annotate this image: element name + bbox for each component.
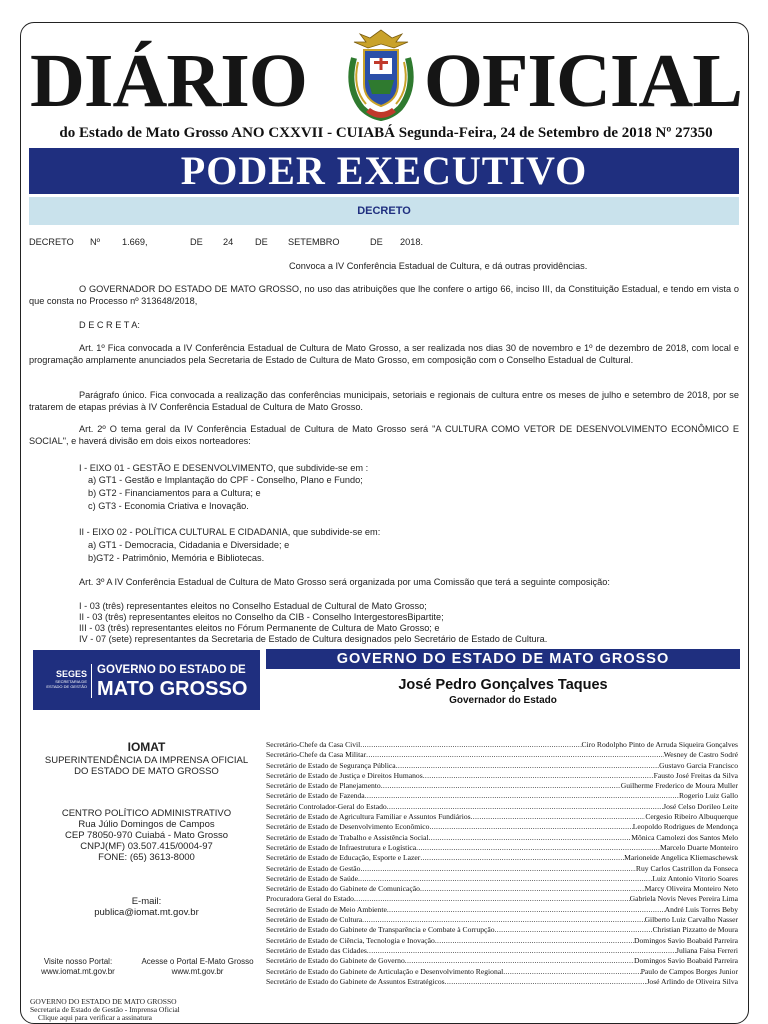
secretary-row <box>266 884 738 894</box>
secretary-name: Rogerio Luiz Gallo <box>678 791 738 801</box>
secretary-name: Fausto José Freitas da Silva <box>653 770 738 780</box>
secretary-role: Secretário de Estado de Segurança Pública <box>266 760 396 770</box>
seges-logo <box>39 670 87 689</box>
section-subtitle: DECRETO <box>29 197 739 225</box>
secretary-row <box>266 894 738 904</box>
secretary-row <box>266 915 738 925</box>
secretary-name: Gabriela Novis Neves Pereira Lima <box>629 894 738 904</box>
iomat-address-line: CENTRO POLÍTICO ADMINISTRATIVO <box>61 808 232 819</box>
article-2-text: Art. 2º O tema geral da IV Conferência Estadual de Cultura de Mato Grosso será "A CULTURA COMO VETOR DE DESENVOLVIMENTO ECONÔMICO E SOCIAL", e haverá divisão em dois eixos norteadores: <box>29 424 739 446</box>
decree-header-word: 2018. <box>400 237 423 247</box>
leader-dots <box>471 812 646 822</box>
secretary-role: Secretário-Chefe da Casa Militar <box>266 750 367 760</box>
leader-dots <box>405 956 634 966</box>
secretary-role: Secretário de Estado do Gabinete de Governo <box>266 956 405 966</box>
iomat-address-line: CEP 78050-970 Cuiabá - Mato Grosso <box>65 830 228 841</box>
eixo-1-item: c) GT3 - Economia Criativa e Inovação. <box>88 501 249 511</box>
leader-dots <box>435 936 634 946</box>
leader-dots <box>495 925 653 935</box>
portal-iomat-link[interactable]: www.iomat.mt.gov.br <box>41 967 115 976</box>
secretary-role: Secretário de Estado de Gestão <box>266 863 361 873</box>
governor-name: José Pedro Gonçalves Taques <box>398 677 608 693</box>
secretary-row <box>266 843 738 853</box>
decree-preamble <box>29 284 739 307</box>
decree-header-word: DE <box>190 237 203 247</box>
secretary-name: José Celso Dorileo Leite <box>663 801 738 811</box>
secretary-role: Secretário de Estado de Agricultura Familiar e Assuntos Fundiários <box>266 812 471 822</box>
leader-dots <box>416 843 660 853</box>
secretary-row <box>266 750 738 760</box>
secretary-role: Secretário de Estado de Cultura <box>266 915 363 925</box>
decree-header-word: 1.669, <box>122 237 148 247</box>
secretary-role: Secretário de Estado do Gabinete de Transparência e Combate à Corrupção <box>266 925 495 935</box>
article-1-text: Art. 1º Fica convocada a IV Conferência Estadual de Cultura de Mato Grosso, a ser realizada nos dias 30 de novembro e 1º de dezembro de 2018, com local e programação amplamente anunciados pela Secretaria de Estado de Cultura de Mato Grosso, em composição com o Conselho Estadual de Cultural. <box>29 343 739 365</box>
leader-dots <box>360 864 635 874</box>
secretary-row <box>266 812 738 822</box>
article-2 <box>29 424 739 447</box>
decree-header-word: DE <box>370 237 383 247</box>
government-bar: GOVERNO DO ESTADO DE MATO GROSSO <box>266 649 740 669</box>
section-title: PODER EXECUTIVO <box>29 148 739 194</box>
secretary-role: Secretário de Estado das Cidades <box>266 945 367 955</box>
leader-dots <box>362 915 644 925</box>
dateline: do Estado de Mato Grosso ANO CXXVII - CUIABÁ Segunda-Feira, 24 de Setembro de 2018 Nº 27350 <box>59 125 713 141</box>
coat-of-arms-icon <box>340 28 422 124</box>
secretary-name: Paulo de Campos Borges Junior <box>640 966 738 976</box>
iomat-address-line: CNPJ(MF) 03.507.415/0004-97 <box>80 841 213 852</box>
secretary-role: Secretário de Estado de Infraestrutura e Logística <box>266 842 417 852</box>
leader-dots <box>387 802 663 812</box>
governor-role: Governador do Estado <box>449 695 557 706</box>
secretary-role: Secretário de Estado de Educação, Esporte e Lazer <box>266 853 421 863</box>
leader-dots <box>367 946 676 956</box>
secretary-name: Marioneide Angelica Kliemaschewsk <box>624 853 738 863</box>
secretary-name: Gustavo Garcia Francisco <box>659 760 738 770</box>
iomat-address-line: FONE: (65) 3613-8000 <box>98 852 195 863</box>
secretary-row <box>266 874 738 884</box>
secretary-role: Secretário de Estado de Ciência, Tecnologia e Inovação <box>266 935 435 945</box>
eixo-1-heading: I - EIXO 01 - GESTÃO E DESENVOLVIMENTO, que subdivide-se em : <box>79 463 369 473</box>
portal-emt-link[interactable]: www.mt.gov.br <box>171 967 224 976</box>
footer-line: GOVERNO DO ESTADO DE MATO GROSSO <box>30 997 177 1006</box>
eixo-2-item: b)GT2 - Patrimônio, Memória e Bibliotecas. <box>88 553 265 563</box>
paragrafo-unico-text: Parágrafo único. Fica convocada a realização das conferências municipais, setoriais e regionais de cultura entre os meses de julho e setembro de 2018, por se tratarem de etapas prévias à IV Conferência Estadual de Cultura de Mato Grosso. <box>29 390 739 412</box>
secretary-name: Luiz Antonio Vitorio Soares <box>652 873 738 883</box>
eixo-2-item: a) GT1 - Democracia, Cidadania e Diversidade; e <box>88 540 290 550</box>
eixo-2-heading: II - EIXO 02 - POLÍTICA CULTURAL E CIDADANIA, que subdivide-se em: <box>79 527 381 537</box>
secretary-role: Secretário de Estado de Desenvolvimento Econômico <box>266 822 430 832</box>
eixo-1-item: a) GT1 - Gestão e Implantação do CPF - Conselho, Plano e Fundo; <box>88 475 363 485</box>
leader-dots <box>381 781 621 791</box>
decree-header-word: SETEMBRO <box>288 237 340 247</box>
leader-dots <box>420 853 624 863</box>
verify-signature-link[interactable]: Clique aqui para verificar a assinatura <box>38 1013 152 1022</box>
secretary-name: Marcy Oliveira Monteiro Neto <box>644 884 738 894</box>
secretary-name: Marcelo Duarte Monteiro <box>659 842 738 852</box>
portal-iomat-label: Visite nosso Portal: <box>43 957 113 966</box>
portal-emt-label: Acesse o Portal E-Mato Grosso <box>141 957 254 966</box>
seges-label: SEGES <box>55 669 87 679</box>
secretary-name: Gilberto Luiz Carvalho Nasser <box>644 915 738 925</box>
email-link[interactable]: publica@iomat.mt.gov.br <box>94 907 199 918</box>
leader-dots <box>396 761 659 771</box>
iomat-name: IOMAT <box>127 740 166 754</box>
leader-dots <box>423 771 654 781</box>
secretary-role: Secretário de Estado do Gabinete de Assuntos Estratégicos <box>266 976 445 986</box>
secretary-role: Secretário Controlador-Geral do Estado <box>266 801 387 811</box>
secretary-name: Guilherme Frederico de Moura Muller <box>620 781 738 791</box>
secretary-name: Mônica Camolezi dos Santos Melo <box>631 832 738 842</box>
leader-dots <box>429 822 632 832</box>
leader-dots <box>503 967 640 977</box>
secretary-row <box>266 925 738 935</box>
secretary-row <box>266 905 738 915</box>
seges-subtitle: SECRETARIA DE <box>55 679 87 684</box>
leader-dots <box>445 977 647 987</box>
leader-dots <box>365 791 679 801</box>
secretary-row <box>266 761 738 771</box>
logo-state-name: MATO GROSSO <box>97 678 248 700</box>
leader-dots <box>429 833 632 843</box>
decree-header-word: DECRETO <box>29 237 74 247</box>
decree-ementa: Convoca a IV Conferência Estadual de Cultura, e dá outras providências. <box>289 261 588 271</box>
secretary-role: Secretário de Estado do Gabinete de Comunicação <box>266 884 420 894</box>
secretary-row <box>266 853 738 863</box>
secretary-name: Domingos Savio Boabaid Parreira <box>634 935 738 945</box>
decree-header-word: Nº <box>90 237 100 247</box>
leader-dots <box>358 874 652 884</box>
email-label: E-mail: <box>131 896 162 907</box>
leader-dots <box>354 894 630 904</box>
eixo-1-item: b) GT2 - Financiamentos para a Cultura; e <box>88 488 261 498</box>
secretary-row <box>266 833 738 843</box>
secretary-row <box>266 740 738 750</box>
leader-dots <box>420 884 645 894</box>
logo-divider <box>91 664 92 698</box>
iomat-desc: SUPERINTENDÊNCIA DA IMPRENSA OFICIAL <box>44 755 249 766</box>
leader-dots <box>366 750 664 760</box>
masthead-title-left: DIÁRIO <box>30 39 307 123</box>
secretary-name: Ciro Rodolpho Pinto de Arruda Siqueira Gonçalves <box>581 740 738 749</box>
preamble-text: O GOVERNADOR DO ESTADO DE MATO GROSSO, no uso das atribuições que lhe confere o artigo 66, inciso III, da Constituição Estadual, e tendo em vista o que consta no Processo nº 313648/2018, <box>29 284 739 306</box>
masthead-title-right: OFICIAL <box>423 39 742 123</box>
secretary-row <box>266 956 738 966</box>
secretary-row <box>266 791 738 801</box>
logo-gov-line: GOVERNO DO ESTADO DE <box>97 664 246 676</box>
secretary-role: Secretário de Estado de Meio Ambiente <box>266 904 387 914</box>
secretary-name: Wesney de Castro Sodré <box>663 750 738 760</box>
leader-dots <box>360 740 581 750</box>
secretary-role: Secretário de Estado de Planejamento <box>266 781 381 791</box>
secretary-role: Secretário de Estado de Trabalho e Assistência Social <box>266 832 429 842</box>
secretary-row <box>266 864 738 874</box>
secretaries-list <box>266 740 738 987</box>
secretary-row <box>266 822 738 832</box>
secretary-name: Leopoldo Rodrigues de Mendonça <box>632 822 738 832</box>
leader-dots <box>387 905 665 915</box>
secretary-name: Ruy Carlos Castrillon da Fonseca <box>635 863 738 873</box>
secretary-name: André Luis Torres Beby <box>664 904 738 914</box>
secretary-name: Christian Pizzatto de Moura <box>652 925 738 935</box>
secretary-role: Secretário de Estado de Justiça e Direitos Humanos <box>266 770 423 780</box>
comissao-item: IV - 07 (sete) representantes da Secretaria de Estado de Cultura designados pelo Secretário de Estado de Cultura. <box>79 634 548 644</box>
secretary-role: Secretário de Estado de Saúde <box>266 873 358 883</box>
comissao-item: I - 03 (três) representantes eleitos no Conselho Estadual de Cultural de Mato Grosso; <box>79 601 427 611</box>
secretary-name: Domingos Savio Boabaid Parreira <box>634 956 738 966</box>
paragrafo-unico <box>29 390 739 413</box>
secretary-role: Procuradora Geral do Estado <box>266 894 354 904</box>
footer-line: Secretaria de Estado de Gestão - Imprensa Oficial <box>30 1005 180 1014</box>
secretary-role: Secretário-Chefe da Casa Civil <box>266 740 361 749</box>
secretary-row <box>266 936 738 946</box>
secretary-name: José Arlindo de Oliveira Silva <box>646 976 738 986</box>
comissao-item: III - 03 (três) representantes eleitos no Fórum Permanente de Cultura de Mato Grosso; e <box>79 623 440 633</box>
seges-subtitle: ESTADO DE GESTÃO <box>46 684 87 689</box>
decreta-label: D E C R E T A: <box>79 320 140 330</box>
government-logo <box>33 650 260 710</box>
secretary-name: Juliana Faisa Ferreri <box>676 945 738 955</box>
secretary-row <box>266 771 738 781</box>
decree-header-word: 24 <box>223 237 234 247</box>
secretary-role: Secretário de Estado de Fazenda <box>266 791 365 801</box>
iomat-address-line: Rua Júlio Domingos de Campos <box>78 819 215 830</box>
decree-header-word: DE <box>255 237 268 247</box>
secretary-row <box>266 967 738 977</box>
masthead <box>30 28 742 126</box>
comissao-item: II - 03 (três) representantes eleitos no Conselho da CIB - Conselho IntergestoresBipartite; <box>79 612 444 622</box>
article-1 <box>29 343 739 366</box>
iomat-desc: DO ESTADO DE MATO GROSSO <box>74 766 219 777</box>
secretary-row <box>266 977 738 987</box>
secretary-row <box>266 802 738 812</box>
secretary-row <box>266 946 738 956</box>
secretary-role: Secretário de Estado do Gabinete de Articulação e Desenvolvimento Regional <box>266 966 504 976</box>
article-3: Art. 3º A IV Conferência Estadual de Cultura de Mato Grosso será organizada por uma Comissão que terá a seguinte composição: <box>79 577 610 587</box>
secretary-row <box>266 781 738 791</box>
secretary-name: Cergesio Ribeiro Albuquerque <box>645 812 738 822</box>
